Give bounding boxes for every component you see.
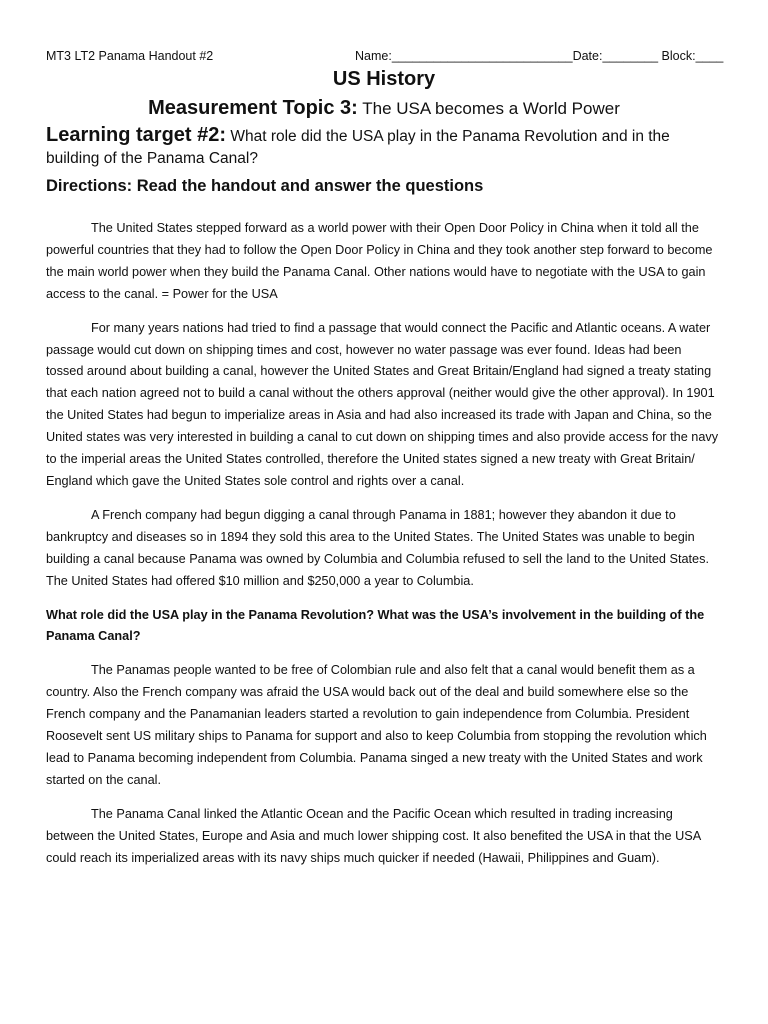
- paragraph-canal-benefits: The Panama Canal linked the Atlantic Ocean and the Pacific Ocean which resulted in trading increasing between the United States, Europe and Asia and much lower shipping cost. It also benefited the USA in that the USA could reach its imperialized areas with its navy ships much quicker if needed (Hawaii, Philippines and Guam).: [46, 806, 701, 865]
- paragraph-revolution: The Panamas people wanted to be free of Colombian rule and also felt that a canal would benefit them as a country. Also the French company was afraid the USA would back out of the deal and build somewhere else so the French company and the Panamanian leaders started a revolution to gain independence from Columbia. President Roosevelt sent US military ships to Panama for support and also to keep Columbia from stopping the revolution which lead to Panama becoming independent from Columbia. Panama singed a new treaty with the United States and work started on the canal.: [46, 663, 707, 787]
- question-heading: What role did the USA play in the Panama Revolution? What was the USA’s involvement in the building of the Panama Canal?: [46, 607, 705, 644]
- page-title: US History: [332, 68, 436, 90]
- target-text: What role did the USA play in the Panama Revolution and in the building of the Panama Canal?: [46, 128, 670, 167]
- target-label: Learning target #2:: [46, 124, 227, 146]
- topic-text: The USA becomes a World Power: [357, 99, 620, 118]
- paragraph-passage: For many years nations had tried to find a passage that would connect the Pacific and Atlantic oceans. A water passage would cut down on shipping times and cost, however no water passage was ever found. Ideas had been tossed around about building a canal, however the United States and Great Britain/England had signed a treaty stating that each nation agreed not to build a canal without the others approval (neither would give the other approval). In 1901 the United States had begun to imperialize areas in Asia and had also increased its trade with Japan and China, so the United states was very interested in building a canal to cut down on shipping times and also provide access for the navy to the imperial areas the United States controlled, therefore the United states signed a new treaty with Great Britain/ England which gave the United States sole control and rights over a canal.: [46, 320, 719, 488]
- name-date-block-line: Name:__________________________Date:________ Block:____: [355, 49, 724, 63]
- page-header: [46, 47, 722, 65]
- directions: Directions: Read the handout and answer the questions: [46, 177, 484, 195]
- paragraph-open-door: The United States stepped forward as a world power with their Open Door Policy in China when it told all the powerful countries that they had to follow the Open Door Policy in China and they took another step forward to become the main world power when they build the Panama Canal. Other nations would have to negotiate with the USA to gain access to the canal. = Power for the USA: [46, 221, 713, 301]
- measurement-topic: [0, 95, 768, 122]
- learning-target: [46, 124, 726, 170]
- paragraph-french-company: A French company had begun digging a canal through Panama in 1881; however they abandon it due to bankruptcy and diseases so in 1894 they sold this area to the United States. The United States was unable to begin building a canal because Panama was owned by Columbia and Columbia refused to sell the land to the United States. The United States had offered $10 million and $250,000 a year to Columbia.: [46, 507, 709, 588]
- topic-label: Measurement Topic 3:: [148, 97, 358, 119]
- handout-body: [46, 218, 722, 881]
- handout-id: MT3 LT2 Panama Handout #2: [46, 49, 214, 63]
